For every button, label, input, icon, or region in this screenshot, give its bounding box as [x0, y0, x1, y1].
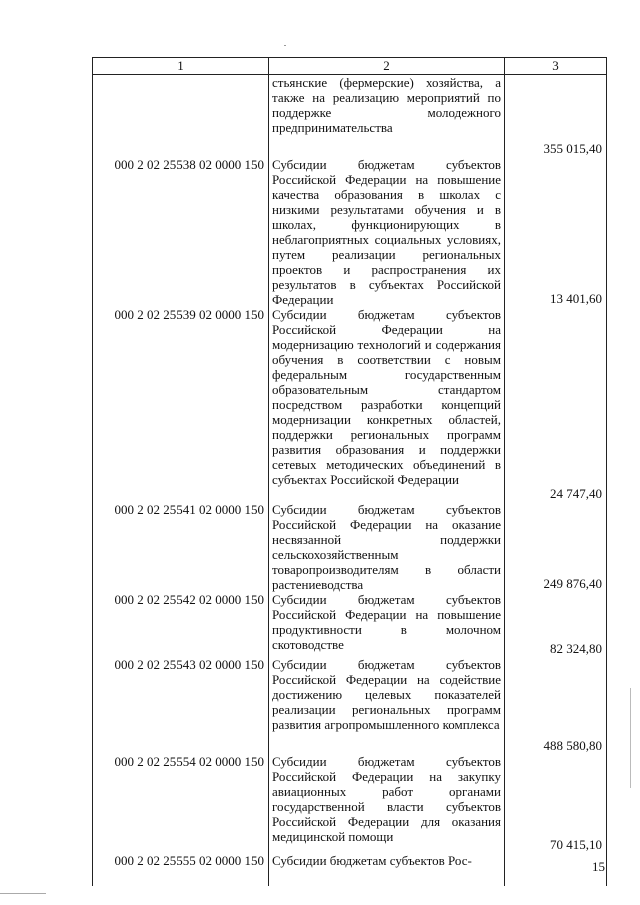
row-amount: 488 580,80: [505, 657, 607, 754]
column-header-3: 3: [505, 58, 607, 75]
row-description: Субсидии бюджетам субъектов Российской Федерации на повышение продуктивности в молочном скотоводстве: [269, 592, 505, 657]
row-code: 000 2 02 25555 02 0000 150: [93, 853, 269, 886]
table-row: [93, 157, 607, 307]
row-description: Субсидии бюджетам субъектов Российской Федерации на содействие достижению целевых показателей реализации региональных программ развития агропромышленного комплекса: [269, 657, 505, 754]
row-amount: 249 876,40: [505, 502, 607, 592]
column-header-2: 2: [269, 58, 505, 75]
page-number: 15: [592, 859, 605, 874]
row-amount: 82 324,80: [505, 592, 607, 657]
row-description: Субсидии бюджетам субъектов Рос-: [269, 853, 505, 886]
row-amount: 24 747,40: [505, 307, 607, 502]
row-amount: 13 401,60: [505, 157, 607, 307]
row-description: Субсидии бюджетам субъектов Российской Федерации на модернизацию технологий и содержания обучения в соответствии с новым федеральным государственным образовательным стандартом посредством разработки концепций модернизации конкретных областей, поддержки региональных программ развития образования и поддержки сетевых методических объединений в субъектах Российской Федерации: [269, 307, 505, 502]
row-amount: 70 415,10: [505, 754, 607, 853]
table-row: [93, 592, 607, 657]
table-header-row: [93, 58, 607, 75]
budget-table: [92, 57, 606, 868]
row-description: Субсидии бюджетам субъектов Российской Федерации на оказание несвязанной поддержки сельскохозяйственным товаропроизводителям в области растениеводства: [269, 502, 505, 592]
row-code: 000 2 02 25538 02 0000 150: [93, 157, 269, 307]
row-amount: 355 015,40: [505, 75, 607, 157]
row-code: 000 2 02 25543 02 0000 150: [93, 657, 269, 754]
table-row: [93, 75, 607, 157]
table-row: [93, 502, 607, 592]
row-description: Субсидии бюджетам субъектов Российской Федерации на закупку авиационных работ органами государственной власти субъектов Российской Федерации для оказания медицинской помощи: [269, 754, 505, 853]
scan-edge-mark: [630, 688, 631, 788]
row-description: Субсидии бюджетам субъектов Российской Федерации на повышение качества образования в школах с низкими результатами обучения и в школах, функционирующих в неблагоприятных социальных условиях, путем реализации региональных проектов и распространения их результатов в субъектах Российской Федерации: [269, 157, 505, 307]
row-code: 000 2 02 25554 02 0000 150: [93, 754, 269, 853]
table-row: [93, 307, 607, 502]
table-row: [93, 853, 607, 886]
table-row: [93, 754, 607, 853]
row-code: 000 2 02 25539 02 0000 150: [93, 307, 269, 502]
row-description: стьянские (фермерские) хозяйства, а также на реализацию мероприятий по поддержке молодежного предпринимательства: [269, 75, 505, 157]
row-code: 000 2 02 25542 02 0000 150: [93, 592, 269, 657]
table-row: [93, 657, 607, 754]
row-code: 000 2 02 25541 02 0000 150: [93, 502, 269, 592]
scan-mark: [284, 45, 286, 46]
column-header-1: 1: [93, 58, 269, 75]
row-code: [93, 75, 269, 157]
scan-corner-mark: [0, 893, 46, 894]
